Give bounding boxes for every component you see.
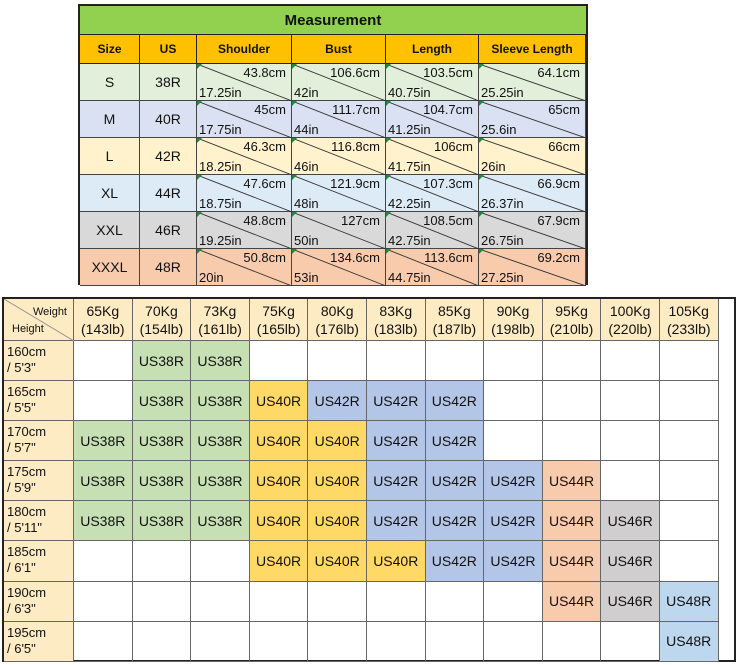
inch-value: 42.25in	[388, 196, 431, 211]
measurement-value-cell	[292, 212, 386, 249]
size-recommendation-cell: US38R	[74, 461, 133, 501]
cm-value: 64.1cm	[537, 65, 580, 80]
measurement-value-cell	[292, 249, 386, 286]
inch-value: 26.75in	[481, 233, 524, 248]
cm-value: 108.5cm	[423, 213, 473, 228]
empty-cell	[133, 582, 192, 622]
us-size-cell: 48R	[140, 249, 197, 286]
measurement-header-size: Size	[80, 35, 140, 64]
measurement-row	[80, 175, 586, 212]
height-ft: / 5'9"	[7, 480, 36, 496]
measurement-value-cell	[292, 138, 386, 175]
measurement-value-cell	[197, 64, 292, 101]
size-cell: XXL	[80, 212, 140, 249]
cm-value: 103.5cm	[423, 65, 473, 80]
cm-value: 106cm	[433, 139, 473, 154]
empty-cell	[74, 622, 133, 662]
weight-lb: (187lb)	[432, 320, 477, 337]
size-chart-row	[4, 341, 734, 381]
empty-cell	[191, 582, 250, 622]
measurement-row	[80, 101, 586, 138]
empty-cell	[660, 461, 719, 501]
inch-value: 27.25in	[481, 270, 524, 285]
weight-kg: 70Kg	[145, 302, 178, 319]
empty-cell	[660, 381, 719, 421]
size-chart-corner	[4, 299, 74, 341]
empty-cell	[133, 622, 192, 662]
measurement-value-cell	[386, 212, 479, 249]
size-recommendation-cell: US44R	[543, 541, 602, 581]
measurement-header-us: US	[140, 35, 197, 64]
size-recommendation-cell: US42R	[367, 461, 426, 501]
weight-header	[367, 299, 426, 341]
measurement-table	[78, 4, 588, 285]
size-recommendation-cell: US42R	[308, 381, 367, 421]
measurement-value-cell	[386, 64, 479, 101]
empty-cell	[484, 582, 543, 622]
height-cm: 175cm	[7, 464, 47, 480]
measurement-title: Measurement	[80, 6, 586, 35]
measurement-header-length: Length	[386, 35, 479, 64]
size-recommendation-cell: US38R	[133, 461, 192, 501]
height-cm: 195cm	[7, 624, 47, 640]
size-chart-row	[4, 541, 734, 581]
height-ft: / 5'3"	[7, 360, 36, 375]
cm-value: 69.2cm	[537, 250, 580, 265]
size-recommendation-cell: US38R	[191, 461, 250, 501]
cm-value: 48.8cm	[243, 213, 286, 228]
weight-lb: (154lb)	[139, 320, 184, 337]
cm-value: 66cm	[548, 139, 580, 154]
empty-cell	[426, 341, 485, 381]
empty-cell	[601, 421, 660, 461]
inch-value: 26in	[481, 159, 506, 174]
measurement-row	[80, 249, 586, 286]
weight-header	[426, 299, 485, 341]
inch-value: 20in	[199, 270, 224, 285]
empty-cell	[484, 381, 543, 421]
size-recommendation-cell: US42R	[426, 381, 485, 421]
height-label	[4, 622, 74, 662]
weight-header	[308, 299, 367, 341]
empty-cell	[660, 541, 719, 581]
weight-lb: (161lb)	[198, 320, 242, 337]
empty-cell	[426, 582, 485, 622]
height-label	[4, 501, 74, 541]
empty-cell	[250, 341, 309, 381]
cm-value: 107.3cm	[423, 176, 473, 191]
measurement-value-cell	[386, 101, 479, 138]
empty-cell	[308, 622, 367, 662]
cm-value: 113.6cm	[424, 250, 473, 265]
weight-kg: 95Kg	[555, 302, 588, 319]
measurement-value-cell	[197, 249, 292, 286]
measurement-value-cell	[197, 212, 292, 249]
empty-cell	[601, 341, 660, 381]
size-chart-table	[2, 297, 736, 662]
size-chart-header-row	[4, 299, 734, 341]
weight-kg: 85Kg	[438, 302, 471, 319]
measurement-header-sleeve-length: Sleeve Length	[479, 35, 586, 64]
measurement-value-cell	[292, 64, 386, 101]
measurement-value-cell	[292, 101, 386, 138]
measurement-row	[80, 138, 586, 175]
empty-cell	[601, 461, 660, 501]
measurement-value-cell	[479, 175, 586, 212]
size-cell: S	[80, 64, 140, 101]
measurement-row	[80, 212, 586, 249]
size-recommendation-cell: US38R	[74, 421, 133, 461]
weight-lb: (210lb)	[549, 320, 594, 337]
cm-value: 50.8cm	[243, 250, 286, 265]
corner-height-label: Height	[12, 323, 44, 335]
size-chart-row	[4, 381, 734, 421]
inch-value: 53in	[294, 270, 319, 285]
weight-kg: 105Kg	[668, 302, 709, 319]
inch-value: 42.75in	[388, 233, 431, 248]
size-recommendation-cell: US42R	[426, 541, 485, 581]
size-recommendation-cell: US38R	[133, 421, 192, 461]
size-recommendation-cell: US44R	[543, 501, 602, 541]
cm-value: 111.7cm	[332, 102, 380, 117]
us-size-cell: 42R	[140, 138, 197, 175]
empty-cell	[367, 582, 426, 622]
empty-cell	[601, 622, 660, 662]
empty-cell	[484, 622, 543, 662]
height-label	[4, 421, 74, 461]
weight-lb: (165lb)	[256, 320, 301, 337]
empty-cell	[74, 341, 133, 381]
cm-value: 116.8cm	[331, 139, 380, 154]
cm-value: 66.9cm	[537, 176, 580, 191]
size-cell: M	[80, 101, 140, 138]
size-recommendation-cell: US40R	[250, 421, 309, 461]
inch-value: 26.37in	[481, 196, 524, 211]
inch-value: 18.25in	[199, 159, 242, 174]
weight-kg: 75Kg	[262, 302, 295, 319]
size-chart-body	[4, 341, 734, 662]
size-recommendation-cell: US40R	[308, 461, 367, 501]
weight-lb: (220lb)	[608, 320, 652, 337]
measurement-value-cell	[197, 138, 292, 175]
empty-cell	[484, 421, 543, 461]
inch-value: 17.75in	[199, 122, 242, 137]
empty-cell	[543, 381, 602, 421]
weight-header	[133, 299, 192, 341]
size-chart-row	[4, 622, 734, 662]
measurement-value-cell	[292, 175, 386, 212]
height-label	[4, 582, 74, 622]
empty-cell	[74, 541, 133, 581]
height-cm: 180cm	[7, 504, 47, 520]
inch-value: 42in	[294, 85, 319, 100]
size-recommendation-cell: US46R	[601, 541, 660, 581]
inch-value: 50in	[294, 233, 319, 248]
weight-kg: 90Kg	[496, 302, 530, 319]
size-chart-row	[4, 461, 734, 501]
weight-header	[660, 299, 719, 341]
measurement-value-cell	[479, 212, 586, 249]
size-recommendation-cell: US46R	[601, 582, 660, 622]
measurement-value-cell	[479, 138, 586, 175]
measurement-value-cell	[197, 101, 292, 138]
size-recommendation-cell: US42R	[484, 501, 543, 541]
measurement-body	[80, 64, 586, 286]
size-recommendation-cell: US40R	[250, 461, 309, 501]
size-recommendation-cell: US46R	[601, 501, 660, 541]
measurement-value-cell	[386, 175, 479, 212]
height-ft: / 6'1"	[7, 560, 36, 576]
empty-cell	[250, 582, 309, 622]
us-size-cell: 44R	[140, 175, 197, 212]
empty-cell	[601, 381, 660, 421]
weight-lb: (233lb)	[666, 320, 711, 337]
cm-value: 104.7cm	[423, 102, 473, 117]
cm-value: 47.6cm	[243, 176, 286, 191]
measurement-header-shoulder: Shoulder	[197, 35, 292, 64]
weight-header	[191, 299, 250, 341]
inch-value: 18.75in	[199, 196, 242, 211]
weight-header	[74, 299, 133, 341]
size-recommendation-cell: US40R	[308, 421, 367, 461]
empty-cell	[543, 421, 602, 461]
weight-header	[543, 299, 602, 341]
height-ft: / 5'11"	[7, 520, 43, 536]
inch-value: 19.25in	[199, 233, 242, 248]
empty-cell	[250, 622, 309, 662]
measurement-header-row	[80, 35, 586, 64]
height-cm: 170cm	[7, 424, 47, 440]
weight-header	[484, 299, 543, 341]
empty-cell	[543, 622, 602, 662]
cm-value: 121.9cm	[330, 176, 380, 191]
weight-kg: 73Kg	[203, 302, 237, 319]
inch-value: 46in	[294, 159, 319, 174]
empty-cell	[367, 341, 426, 381]
size-chart-row	[4, 501, 734, 541]
height-cm: 160cm	[7, 344, 47, 359]
size-recommendation-cell: US42R	[426, 501, 485, 541]
size-recommendation-cell: US38R	[133, 381, 192, 421]
inch-value: 25.6in	[481, 122, 517, 137]
size-recommendation-cell: US38R	[191, 341, 250, 381]
inch-value: 44in	[294, 122, 319, 137]
size-chart-row	[4, 421, 734, 461]
empty-cell	[484, 341, 543, 381]
size-recommendation-cell: US42R	[484, 541, 543, 581]
size-cell: XXXL	[80, 249, 140, 286]
height-ft: / 5'7"	[7, 440, 36, 456]
height-label	[4, 341, 74, 381]
size-recommendation-cell: US38R	[191, 381, 250, 421]
size-recommendation-cell: US48R	[660, 582, 719, 622]
empty-cell	[660, 341, 719, 381]
cm-value: 67.9cm	[537, 213, 580, 228]
weight-kg: 65Kg	[86, 302, 120, 319]
us-size-cell: 40R	[140, 101, 197, 138]
empty-cell	[191, 541, 250, 581]
height-cm: 165cm	[7, 384, 47, 400]
corner-weight-label: Weight	[32, 306, 67, 318]
size-recommendation-cell: US38R	[74, 501, 133, 541]
weight-lb: (176lb)	[315, 320, 359, 337]
measurement-value-cell	[479, 101, 586, 138]
weight-lb: (198lb)	[491, 320, 535, 337]
empty-cell	[543, 341, 602, 381]
measurement-header-bust: Bust	[292, 35, 386, 64]
size-recommendation-cell: US42R	[367, 381, 426, 421]
size-recommendation-cell: US40R	[250, 381, 309, 421]
size-cell: L	[80, 138, 140, 175]
size-recommendation-cell: US40R	[250, 501, 309, 541]
weight-kg: 80Kg	[320, 302, 354, 319]
empty-cell	[74, 582, 133, 622]
size-recommendation-cell: US42R	[367, 421, 426, 461]
size-recommendation-cell: US42R	[367, 501, 426, 541]
empty-cell	[660, 501, 719, 541]
empty-cell	[308, 582, 367, 622]
cm-value: 65cm	[548, 102, 580, 117]
cm-value: 43.8cm	[243, 65, 286, 80]
inch-value: 41.25in	[388, 122, 431, 137]
height-cm: 190cm	[7, 584, 47, 600]
size-recommendation-cell: US38R	[133, 341, 192, 381]
measurement-row	[80, 64, 586, 101]
inch-value: 48in	[294, 196, 319, 211]
size-recommendation-cell: US38R	[191, 501, 250, 541]
height-ft: / 6'5"	[7, 640, 36, 656]
height-label	[4, 541, 74, 581]
empty-cell	[308, 341, 367, 381]
cm-value: 106.6cm	[330, 65, 380, 80]
size-recommendation-cell: US40R	[308, 541, 367, 581]
weight-lb: (183lb)	[373, 320, 418, 337]
inch-value: 44.75in	[388, 270, 431, 285]
measurement-value-cell	[479, 64, 586, 101]
measurement-value-cell	[197, 175, 292, 212]
size-chart-row	[4, 582, 734, 622]
empty-cell	[191, 622, 250, 662]
corner-diagonal	[4, 299, 74, 341]
size-recommendation-cell: US40R	[308, 501, 367, 541]
size-recommendation-cell: US44R	[543, 582, 602, 622]
size-recommendation-cell: US42R	[426, 461, 485, 501]
measurement-value-cell	[386, 249, 479, 286]
size-recommendation-cell: US38R	[191, 421, 250, 461]
empty-cell	[660, 421, 719, 461]
size-cell: XL	[80, 175, 140, 212]
size-recommendation-cell: US42R	[426, 421, 485, 461]
cm-value: 46.3cm	[243, 139, 286, 154]
size-recommendation-cell: US48R	[660, 622, 719, 662]
cm-value: 45cm	[254, 102, 286, 117]
inch-value: 25.25in	[481, 85, 524, 100]
measurement-value-cell	[386, 138, 479, 175]
size-recommendation-cell: US40R	[250, 541, 309, 581]
size-recommendation-cell: US44R	[543, 461, 602, 501]
height-cm: 185cm	[7, 544, 47, 560]
size-recommendation-cell: US38R	[133, 501, 192, 541]
height-label	[4, 461, 74, 501]
height-ft: / 5'5"	[7, 400, 36, 416]
empty-cell	[426, 622, 485, 662]
empty-cell	[133, 541, 192, 581]
weight-kg: 83Kg	[379, 302, 413, 319]
inch-value: 41.75in	[388, 159, 431, 174]
us-size-cell: 46R	[140, 212, 197, 249]
height-label	[4, 381, 74, 421]
inch-value: 40.75in	[388, 85, 431, 100]
cm-value: 127cm	[340, 213, 380, 228]
size-recommendation-cell: US40R	[367, 541, 426, 581]
inch-value: 17.25in	[199, 85, 242, 100]
empty-cell	[74, 381, 133, 421]
measurement-value-cell	[479, 249, 586, 286]
weight-kg: 100Kg	[609, 302, 651, 319]
weight-header	[601, 299, 660, 341]
cm-value: 134.6cm	[330, 250, 380, 265]
empty-cell	[367, 622, 426, 662]
us-size-cell: 38R	[140, 64, 197, 101]
weight-lb: (143lb)	[81, 320, 125, 337]
size-recommendation-cell: US42R	[484, 461, 543, 501]
weight-header	[250, 299, 309, 341]
height-ft: / 6'3"	[7, 600, 36, 616]
